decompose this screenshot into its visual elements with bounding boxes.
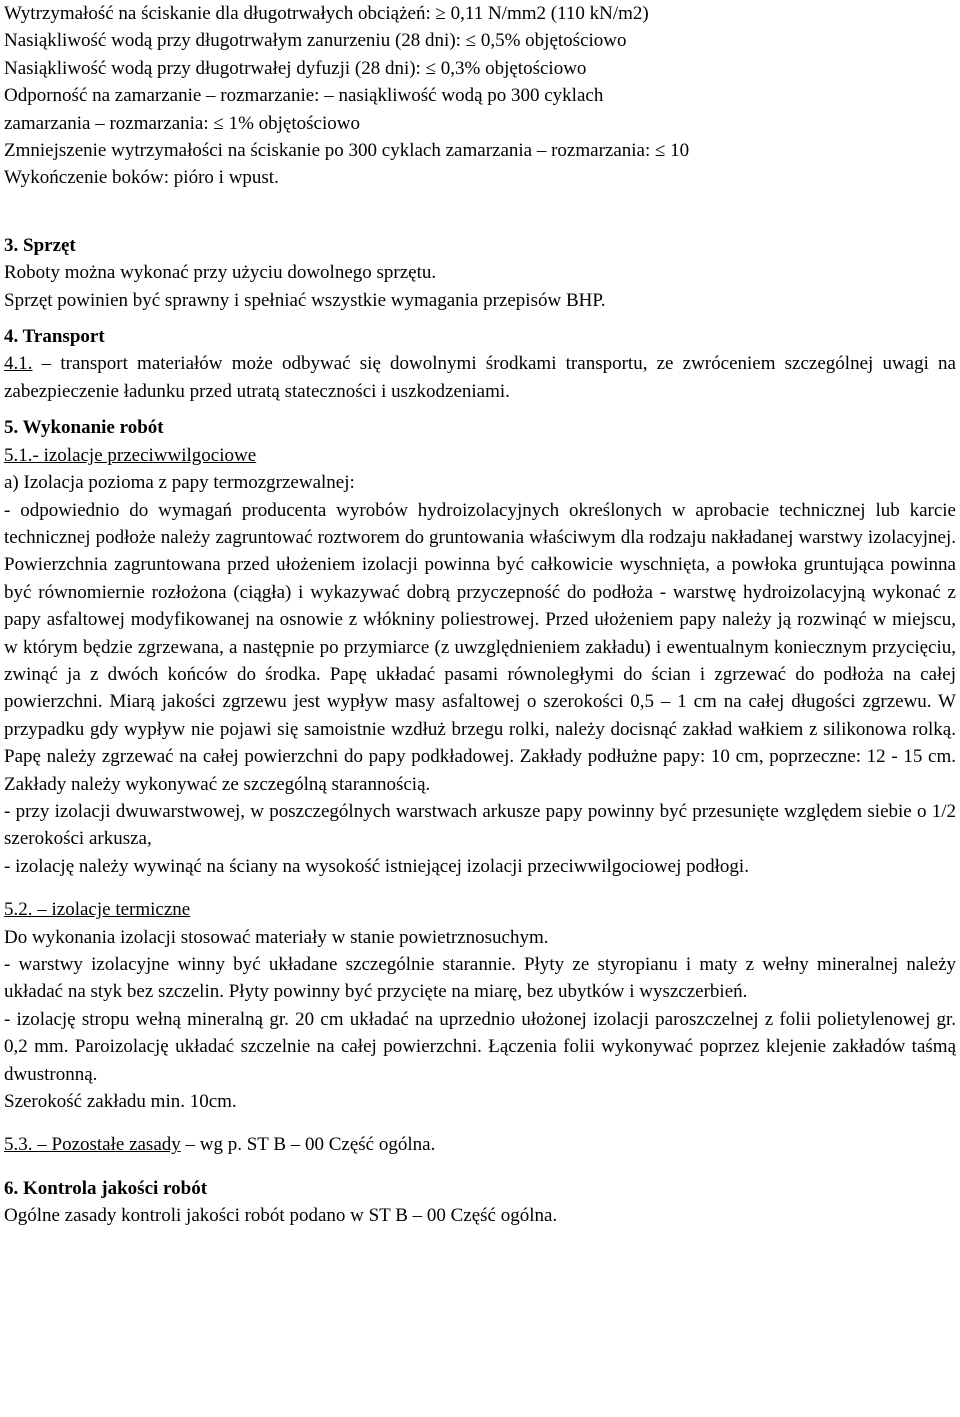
thermal-paragraph: - warstwy izolacyjne winny być układane szczególnie starannie. Płyty ze styropianu i maty z wełny mineralnej należy układać na styk bez szczelin. Płyty powinny być przycięte na miarę, bez ubytków i wyszczerbień. [4, 954, 956, 1003]
waterproofing-paragraph: - przy izolacji dwuwarstwowej, w poszczególnych warstwach arkusze papy powinny być przesunięte względem siebie o 1/2 szerokości arkusza, [4, 800, 956, 850]
subsection-title-thermal: 5.2. – izolacje termiczne [4, 899, 191, 921]
section-heading-quality: 6. Kontrola jakości robót [4, 1177, 208, 1199]
subsection-title-waterproofing: 5.1.- izolacje przeciwwilgociowe [4, 444, 257, 466]
section-heading-works: 5. Wykonanie robót [4, 417, 164, 439]
spec-line: Nasiąkliwość wodą przy długotrwałym zanurzeniu (28 dni): ≤ 0,5% objętościowo [4, 30, 627, 52]
waterproofing-paragraph: - odpowiednio do wymagań producenta wyrobów hydroizolacyjnych określonych w aprobacie technicznej lub karcie technicznej podłoże należy zagruntować roztworem do gruntowania właściwym dla rodzaju nakładanej warstwy izolacyjnej. Powierzchnia zagruntowana przed ułożeniem izolacji powinna być całkowicie wyschnięta, a powłoka gruntująca powinna być równomiernie rozłożona (ciągła) i wykazywać dobrą przyczepność do podłoża - warstwę hydroizolacyjną wykonać z papy asfaltowej modyfikowanej na osnowie z włókniny poliestrowej. Przed ułożeniem papy należy ją rozwinąć w miejscu, w którym będzie zgrzewana, a następnie po przymiarce (z uwzględnieniem zakładu) i ewentualnym koniecznym przycięciu, zwinąć ja z dwóch końców do środka. Papę układać pasami równoległymi do ścian i zgrzewać do podłoża na całej powierzchni. Miarą jakości zgrzewu jest wypływ masy asfaltowej o szerokości 0,5 – 1 cm na całej długości zgrzewu. W przypadku gdy wypływ nie pojawi się samoistnie wzdłuż brzegu rolki, należy docisnąć zakład wałkiem z silikonowa rolką. Papę należy zgrzewać na całej powierzchni do papy podkładowej. Zakłady podłużne papy: 10 cm, poprzeczne: 12 - 15 cm. Zakłady należy wykonywać ze szczególną starannością. [4, 499, 956, 795]
thermal-line: Szerokość zakładu min. 10cm. [4, 1091, 237, 1113]
spec-line: Nasiąkliwość wodą przy długotrwałej dyfuzji (28 dni): ≤ 0,3% objętościowo [4, 57, 587, 79]
equipment-line: Sprzęt powinien być sprawny i spełniać wszystkie wymagania przepisów BHP. [4, 289, 606, 311]
section-heading-transport: 4. Transport [4, 326, 105, 348]
thermal-paragraph: - izolację stropu wełną mineralną gr. 20 cm układać na uprzednio ułożonej izolacji paroszczelnej z folii polietylenowej gr. 0,2 mm. Paroizolację układać szczelnie na całej powierzchni. Łączenia folii wykonywać poprzez klejenie zakładów taśmą dwustronną. [4, 1008, 956, 1085]
subsection-other-rules [4, 1131, 956, 1158]
other-rules-text: – wg p. ST B – 00 Część ogólna. [180, 1134, 436, 1156]
thermal-line: Do wykonania izolacji stosować materiały w stanie powietrznosuchym. [4, 926, 549, 948]
other-rules-title: 5.3. – Pozostałe zasady [4, 1134, 181, 1156]
waterproofing-item-a: a) Izolacja pozioma z papy termozgrzewalnej: [4, 472, 355, 494]
spec-line: Wykończenie boków: pióro i wpust. [4, 167, 279, 189]
quality-line: Ogólne zasady kontroli jakości robót podano w ST B – 00 Część ogólna. [4, 1205, 558, 1227]
transport-number: 4.1. [4, 353, 33, 375]
section-heading-equipment: 3. Sprzęt [4, 234, 76, 256]
spec-line: zamarzania – rozmarzania: ≤ 1% objętościowo [4, 112, 360, 134]
spec-line: Wytrzymałość na ściskanie dla długotrwałych obciążeń: ≥ 0,11 N/mm2 (110 kN/m2) [4, 3, 649, 24]
spec-list [4, 0, 956, 192]
transport-text: – transport materiałów może odbywać się dowolnymi środkami transportu, ze zwróceniem szczególnej uwagi na zabezpieczenie ładunku przed utratą stateczności i uszkodzeniami. [4, 353, 956, 402]
spec-line: Odporność na zamarzanie – rozmarzanie: – nasiąkliwość wodą po 300 cyklach [4, 85, 604, 107]
transport-paragraph [4, 350, 956, 405]
spec-line: Zmniejszenie wytrzymałości na ściskanie po 300 cyklach zamarzania – rozmarzania: ≤ 10 [4, 140, 690, 162]
equipment-line: Roboty można wykonać przy użyciu dowolnego sprzętu. [4, 262, 437, 284]
waterproofing-paragraph: - izolację należy wywinąć na ściany na wysokość istniejącej izolacji przeciwwilgociowej podłogi. [4, 855, 749, 877]
